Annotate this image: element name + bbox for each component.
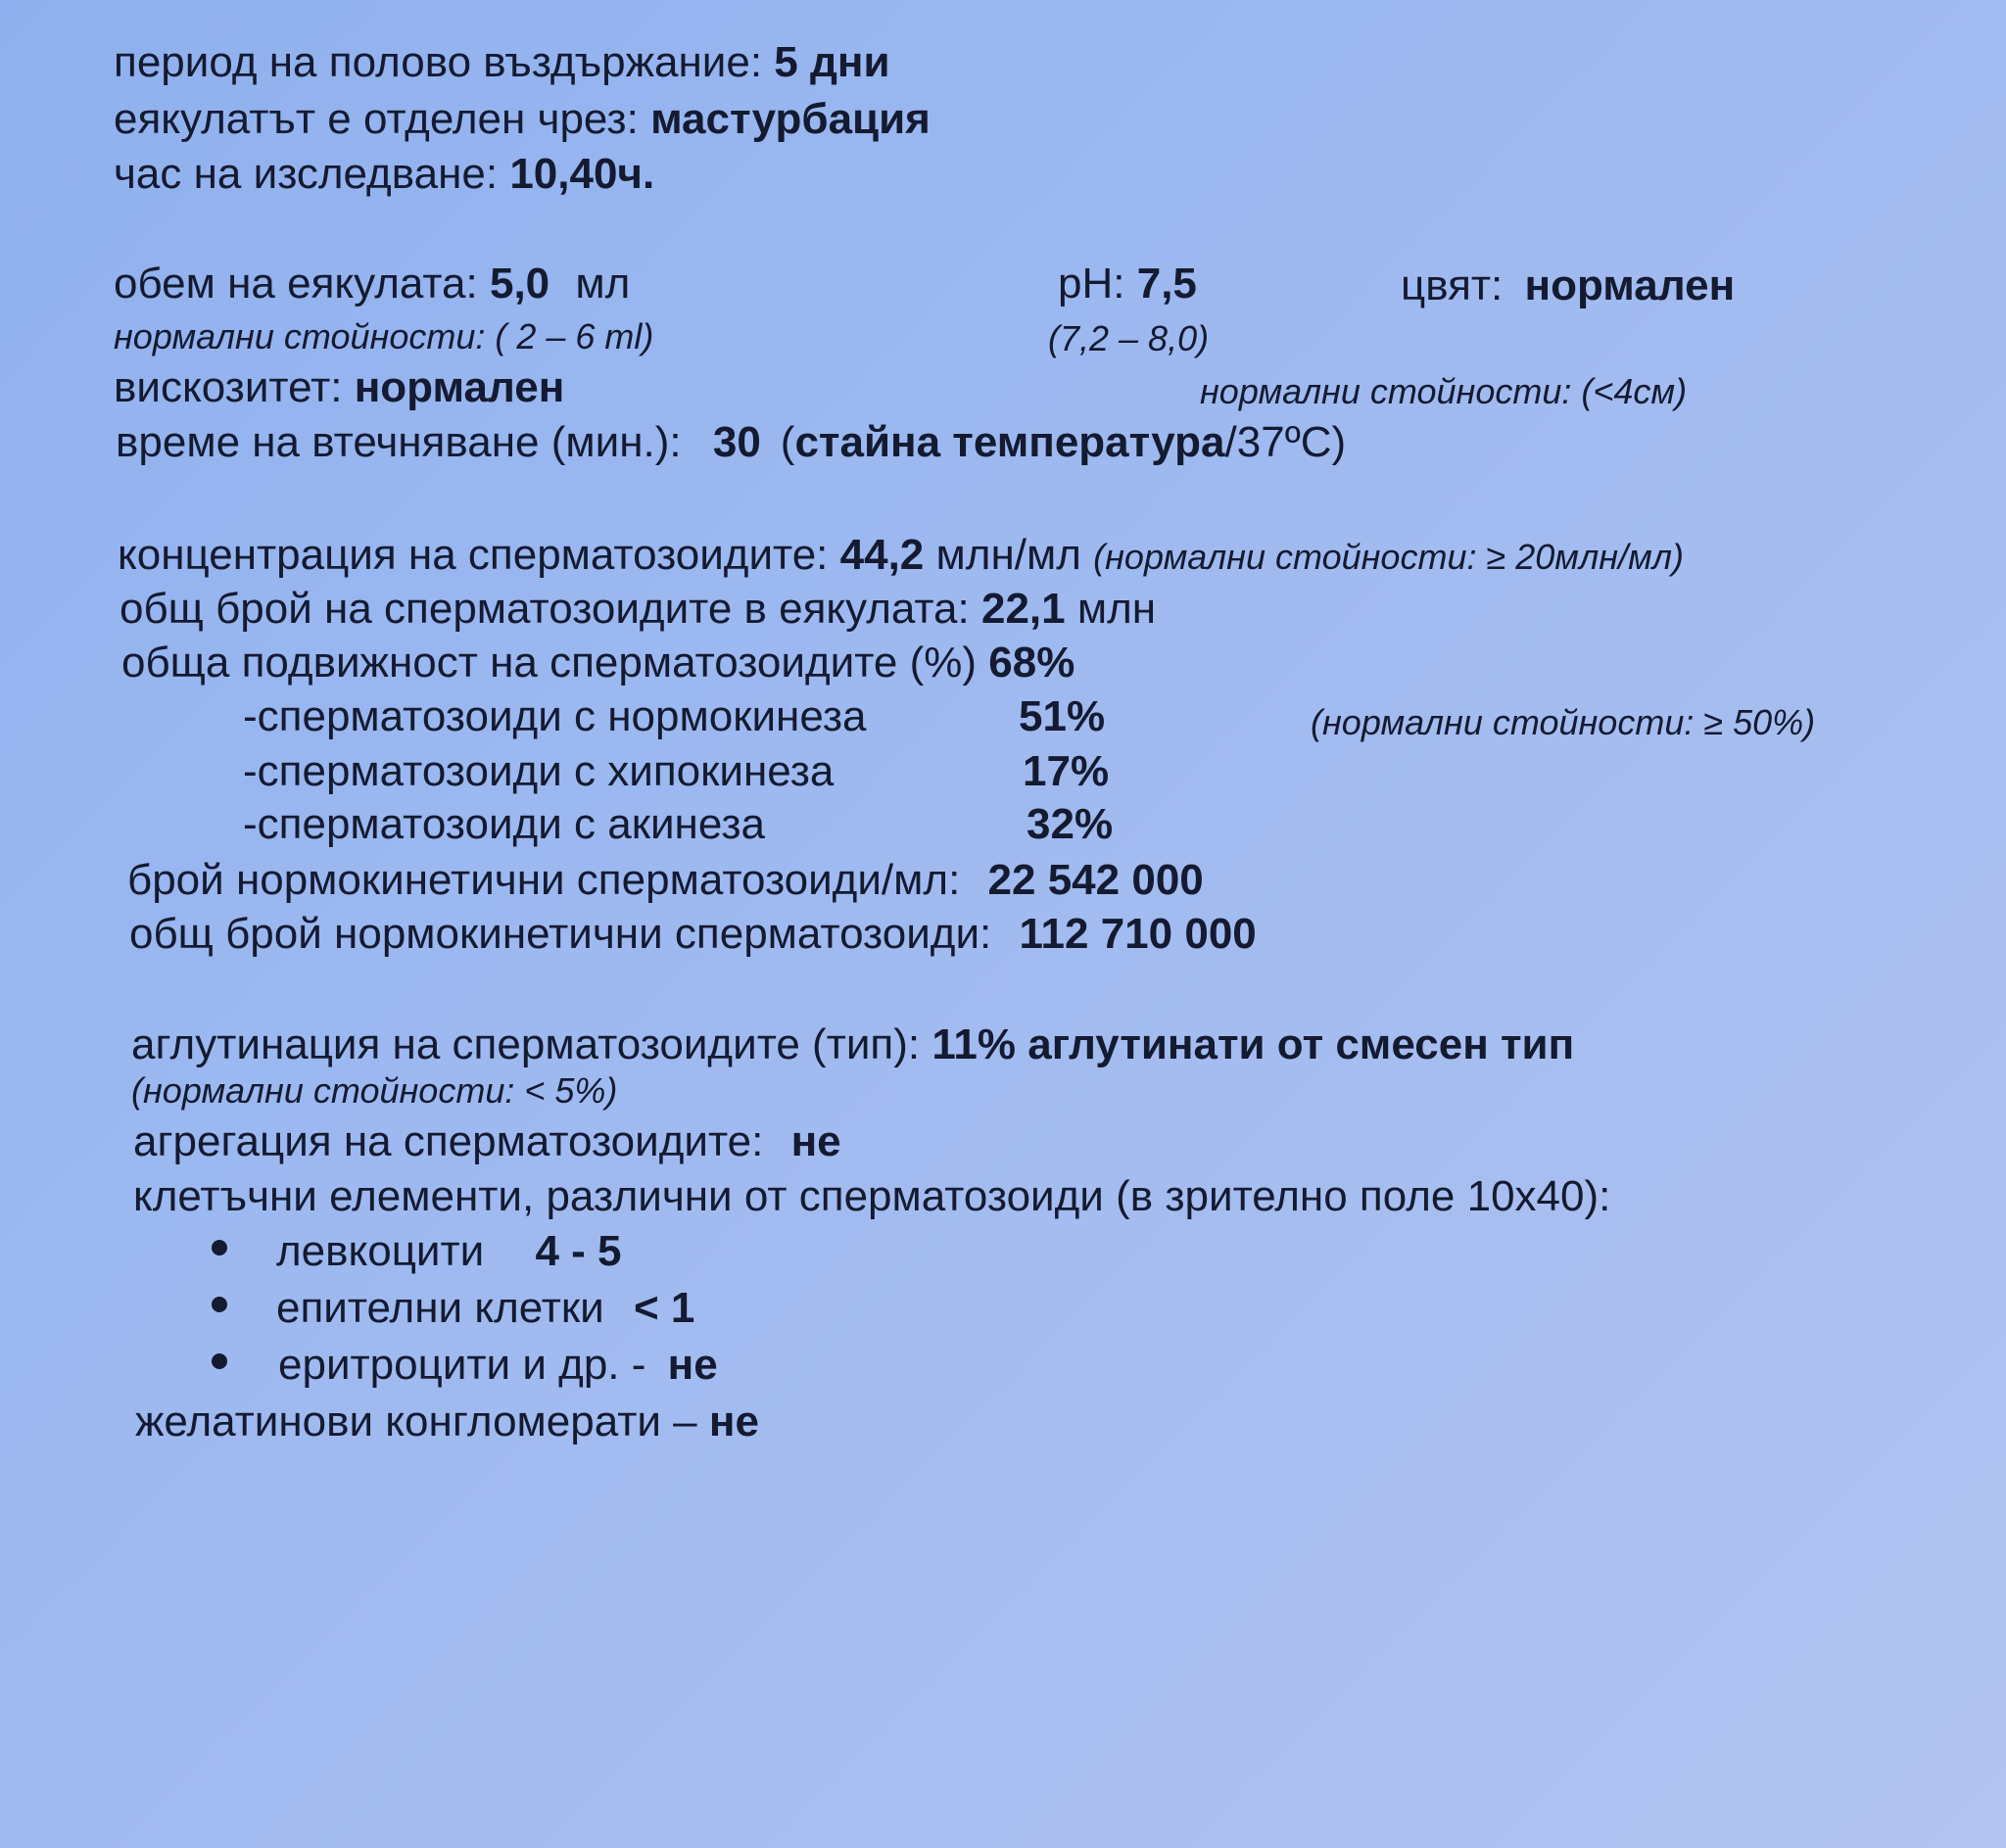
- cells-item-label: еритроцити и др. -: [278, 1341, 646, 1389]
- cells-item-label: епителни клетки: [276, 1284, 604, 1332]
- aggregation-value: не: [790, 1117, 841, 1165]
- cells-item-label: левкоцити: [276, 1227, 485, 1275]
- cells-item-leukocytes: [276, 1227, 622, 1275]
- total-count-value: 22,1: [980, 585, 1066, 633]
- agglutination-line: [131, 1020, 1575, 1068]
- cells-label: клетъчни елементи, различни от сперматозоиди (в зрително поле 10x40):: [133, 1172, 1611, 1220]
- liquefaction-open: (: [780, 418, 795, 466]
- normokinetic-total-label: общ брой нормокинетични сперматозоиди:: [129, 910, 992, 958]
- viscosity-value: нормален: [354, 363, 565, 411]
- exam-time-line: [114, 150, 655, 198]
- cells-item-value: 4 - 5: [535, 1227, 622, 1275]
- normokinetic-per-ml-line: [127, 856, 1204, 904]
- liquefaction-rest: /37ºC): [1224, 418, 1347, 466]
- bullet-icon: [212, 1297, 227, 1312]
- exam-time-value: 10,40ч.: [509, 150, 655, 198]
- ph-line: [1058, 262, 1197, 306]
- viscosity-label: вискозитет:: [114, 363, 343, 411]
- concentration-label: концентрация на сперматозоидите:: [118, 531, 829, 579]
- normokinetic-per-ml-value: 22 542 000: [987, 856, 1204, 904]
- agglutination-norm: (нормални стойности: < 5%): [131, 1070, 618, 1111]
- motility-item-value: [1023, 747, 1110, 795]
- liquefaction-value: 30: [712, 418, 761, 466]
- ejaculation-label: еякулатът е отделен чрез:: [114, 95, 639, 143]
- viscosity-line: [114, 363, 565, 411]
- agglutination-value: 11% аглутинати от смесен тип: [931, 1020, 1575, 1068]
- cells-item-value: не: [667, 1341, 718, 1389]
- motility-item-label: -сперматозоиди с акинеза: [243, 800, 765, 848]
- liquefaction-label: време на втечняване (мин.):: [116, 418, 682, 466]
- volume-line: [114, 262, 630, 306]
- abstinence-line: [114, 38, 890, 86]
- total-count-unit: млн: [1076, 585, 1157, 633]
- bullet-icon: [212, 1240, 227, 1256]
- abstinence-label: период на полово въздържание:: [114, 38, 763, 86]
- motility-label: обща подвижност на сперматозоидите (%): [121, 639, 978, 687]
- volume-label: обем на еякулата:: [114, 260, 478, 308]
- liquefaction-room: стайна температура: [794, 418, 1225, 466]
- aggregation-line: [133, 1117, 841, 1165]
- color-line: [1401, 261, 1736, 309]
- aggregation-label: агрегация на сперматозоидите:: [133, 1117, 764, 1165]
- normokinesis-value: 51%: [1019, 692, 1106, 740]
- cells-line: [133, 1172, 1611, 1220]
- total-count-label: общ брой на сперматозоидите в еякулата:: [119, 585, 970, 633]
- ejaculation-value: мастурбация: [650, 95, 931, 143]
- akinesis-value: 32%: [1027, 800, 1114, 848]
- total-count-line: [119, 585, 1157, 633]
- motility-item-value: [1019, 692, 1106, 740]
- motility-item-hypokinesis: [243, 747, 835, 795]
- normokinetic-total-line: [129, 910, 1257, 958]
- hypokinesis-value: 17%: [1023, 747, 1110, 795]
- motility-item-label: -сперматозоиди с хипокинеза: [243, 747, 835, 795]
- color-label: цвят:: [1401, 261, 1504, 309]
- volume-unit: мл: [575, 260, 631, 308]
- motility-line: [121, 641, 1075, 685]
- gelatin-line: [135, 1400, 759, 1444]
- viscosity-norm: нормални стойности: (<4см): [1200, 371, 1688, 411]
- color-value: нормален: [1524, 261, 1736, 309]
- ph-value: 7,5: [1136, 260, 1197, 308]
- abstinence-value: 5 дни: [774, 38, 890, 86]
- cells-item-erythrocytes: [278, 1341, 718, 1389]
- ph-label: pH:: [1058, 260, 1125, 308]
- bullet-icon: [212, 1353, 227, 1369]
- gelatin-label: желатинови конгломерати –: [135, 1398, 697, 1445]
- concentration-unit: млн/мл: [935, 531, 1081, 579]
- motility-item-label: -сперматозоиди с нормокинеза: [243, 692, 867, 740]
- volume-value: 5,0: [489, 260, 550, 308]
- liquefaction-line: [116, 418, 1347, 466]
- gelatin-value: не: [708, 1398, 759, 1445]
- volume-norm: нормални стойности: ( 2 – 6 ml): [114, 316, 654, 356]
- exam-time-label: час на изследване:: [114, 150, 499, 198]
- ejaculation-line: [114, 95, 931, 143]
- motility-item-akinesis: [243, 800, 765, 848]
- concentration-value: 44,2: [839, 531, 925, 579]
- agglutination-label: аглутинация на сперматозоидите (тип):: [131, 1020, 921, 1068]
- motility-item-value: [1027, 800, 1114, 848]
- normokinetic-total-value: 112 710 000: [1019, 910, 1257, 958]
- cells-item-epithelial: [276, 1284, 695, 1332]
- motility-value: 68%: [988, 639, 1075, 687]
- concentration-norm: (нормални стойности: ≥ 20млн/мл): [1093, 537, 1685, 577]
- motility-item-normokinesis: [243, 692, 867, 740]
- normokinetic-per-ml-label: брой нормокинетични сперматозоиди/мл:: [127, 856, 961, 904]
- concentration-line: [118, 531, 1685, 579]
- motility-norm: (нормални стойности: ≥ 50%): [1311, 702, 1816, 742]
- ph-norm: (7,2 – 8,0): [1048, 318, 1210, 358]
- cells-item-value: < 1: [633, 1284, 695, 1332]
